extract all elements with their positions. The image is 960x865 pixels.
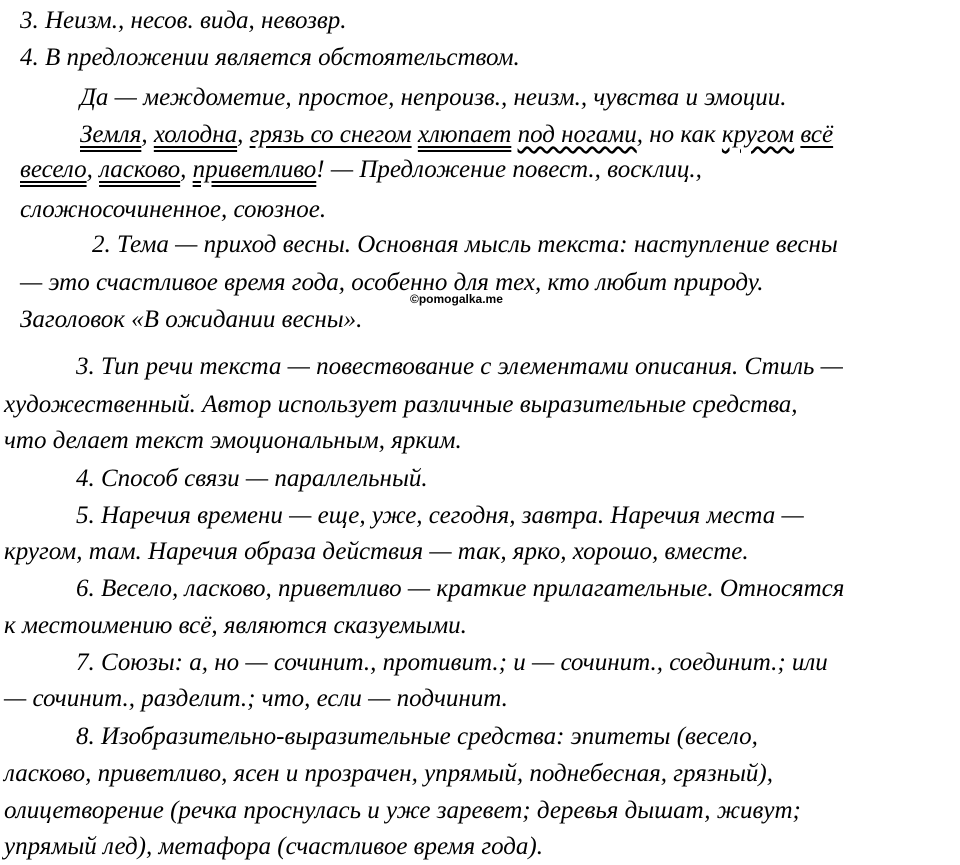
text-line: сложносочиненное, союзное. xyxy=(20,196,327,223)
text-line: что делает текст эмоциональным, ярким. xyxy=(4,427,462,454)
text-line: 2. Тема — приход весны. Основная мысль текста: наступление весны xyxy=(92,231,838,258)
text-line: 4. В предложении является обстоятельством. xyxy=(20,44,520,71)
text-line: 7. Союзы: а, но — сочинит., противит.; и — сочинит., соединит.; или xyxy=(76,649,828,676)
adverbial-phrase: под ногами xyxy=(517,121,637,148)
predicate-word: весело xyxy=(20,156,87,183)
text-line: 3. Тип речи текста — повествование с элементами описания. Стиль — xyxy=(76,353,843,380)
text-line: 8. Изобразительно-выразительные средства: эпитеты (весело, xyxy=(76,723,758,750)
adverbial-word: кругом xyxy=(721,121,795,148)
subject-phrase: грязь со снегом xyxy=(249,121,412,148)
text-line: художественный. Автор использует различные выразительные средства, xyxy=(4,391,798,418)
text-line: ласково, приветливо, ясен и прозрачен, упрямый, поднебесная, грязный), xyxy=(4,760,773,787)
parsed-sentence-line: Земля, холодна, грязь со снегом хлюпает под ногами, но как кругом всё xyxy=(80,121,834,148)
subject-word: всё xyxy=(800,121,834,148)
predicate-word: хлюпает xyxy=(417,121,512,148)
text-line: к местоимению всё, являются сказуемыми. xyxy=(4,612,467,639)
text-line: упрямый лед), метафора (счастливое время года). xyxy=(4,833,543,860)
text-line: 6. Весело, ласково, приветливо — краткие прилагательные. Относятся xyxy=(76,575,845,602)
text-line: — это счастливое время года, особенно для тех, кто любит природу. xyxy=(20,269,764,296)
watermark: ©pomogalka.me xyxy=(410,292,503,306)
predicate-word: холодна xyxy=(153,121,238,148)
text-line: 3. Неизм., несов. вида, невозвр. xyxy=(20,7,347,34)
text-line: 5. Наречия времени — еще, уже, сегодня, завтра. Наречия места — xyxy=(76,502,804,529)
text-line: Да — междометие, простое, непроизв., неизм., чувства и эмоции. xyxy=(80,84,787,111)
subject-word: Земля xyxy=(80,121,142,148)
text-line: олицетворение (речка проснулась и уже заревет; деревья дышат, живут; xyxy=(4,797,801,824)
parsed-sentence-line: весело, ласково, приветливо! — Предложение повест., восклиц., xyxy=(20,156,702,183)
predicate-word: ласково xyxy=(99,156,181,183)
text-line: Заголовок «В ожидании весны». xyxy=(20,306,363,333)
text-line: — сочинит., разделит.; что, если — подчинит. xyxy=(4,685,508,712)
predicate-word: приветливо xyxy=(192,156,317,183)
text-line: 4. Способ связи — параллельный. xyxy=(76,465,428,492)
text-line: кругом, там. Наречия образа действия — так, ярко, хорошо, вместе. xyxy=(4,538,749,565)
